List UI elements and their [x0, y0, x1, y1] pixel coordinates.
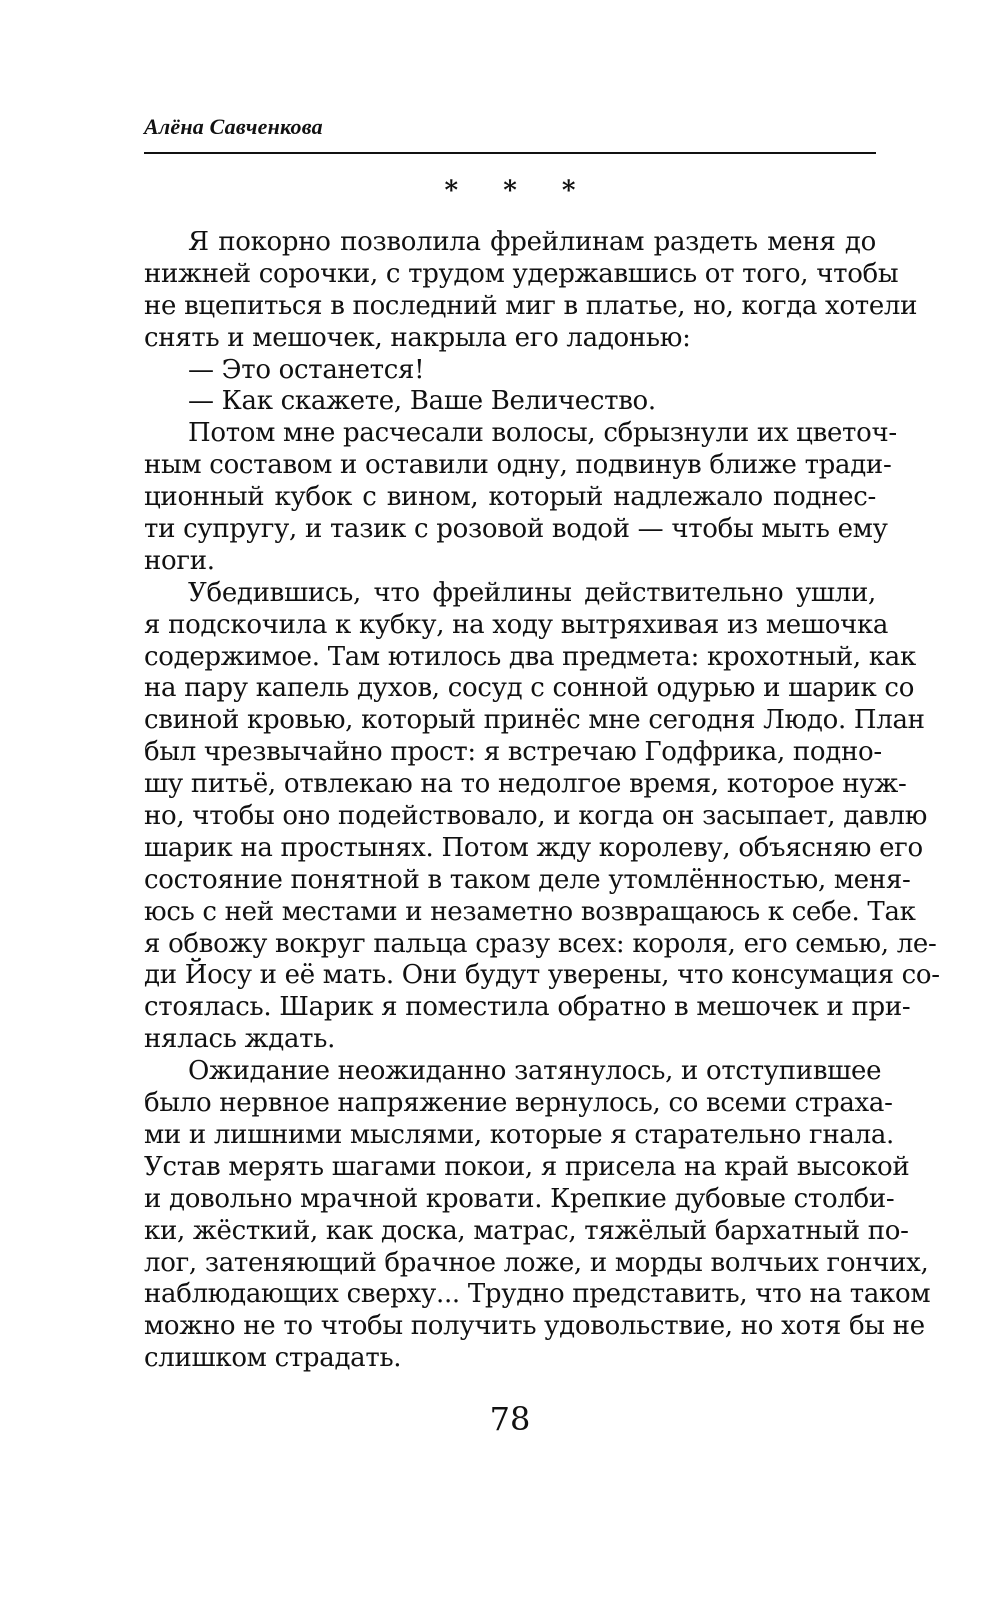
- text-line: можно не то чтобы получить удовольствие, но хотя бы не: [144, 1311, 925, 1342]
- text-line: был чрезвычайно прост: я встречаю Годфрика, подно-: [144, 737, 882, 768]
- text-line: — Это останется!: [188, 354, 425, 385]
- text-line: содержимое. Там ютилось два предмета: крохотный, как: [144, 641, 916, 672]
- text-line: ноги.: [144, 545, 215, 576]
- text-line: лог, затеняющий брачное ложе, и морды волчьих гончих,: [144, 1247, 929, 1278]
- text-line: Ожидание неожиданно затянулось, и отступившее: [188, 1056, 882, 1087]
- text-line: ти супругу, и тазик с розовой водой — чтобы мыть ему: [144, 514, 888, 545]
- text-line: ным составом и оставили одну, подвинув ближе тради-: [144, 450, 892, 481]
- text-line: стоялась. Шарик я поместила обратно в мешочек и при-: [144, 992, 911, 1023]
- text-line: юсь с ней местами и незаметно возвращаюсь к себе. Так: [144, 896, 916, 927]
- header-rule: [144, 152, 876, 154]
- page-number: 78: [489, 1400, 531, 1438]
- text-line: свиной кровью, который принёс мне сегодня Людо. План: [144, 705, 925, 736]
- text-line: ки, жёсткий, как доска, матрас, тяжёлый бархатный по-: [144, 1215, 909, 1246]
- body-text: [144, 227, 940, 1375]
- text-line: шарик на простынях. Потом жду королеву, объясняю его: [144, 832, 923, 863]
- text-line: состояние понятной в таком деле утомлённостью, меня-: [144, 864, 911, 895]
- text-line: на пару капель духов, сосуд с сонной одурью и шарик со: [144, 673, 915, 704]
- text-line: не вцепиться в последний миг в платье, но, когда хотели: [144, 290, 918, 321]
- text-line: я подскочила к кубку, на ходу вытряхивая из мешочка: [144, 609, 889, 640]
- text-line: наблюдающих сверху... Трудно представить, что на таком: [144, 1279, 931, 1310]
- text-line: Потом мне расчесали волосы, сбрызнули их цветоч-: [188, 418, 897, 449]
- text-line: и довольно мрачной кровати. Крепкие дубовые столби-: [144, 1183, 895, 1214]
- text-line: снять и мешочек, накрыла его ладонью:: [144, 322, 691, 353]
- text-line: нялась ждать.: [144, 1024, 336, 1055]
- text-line: слишком страдать.: [144, 1343, 402, 1374]
- text-line: Убедившись, что фрейлины действительно ушли,: [188, 577, 876, 608]
- text-line: было нервное напряжение вернулось, со всеми страха-: [144, 1088, 893, 1119]
- text-line: ди Йосу и её мать. Они будут уверены, что консумация со-: [144, 960, 940, 991]
- section-separator: * * *: [444, 176, 594, 206]
- text-line: нижней сорочки, с трудом удержавшись от того, чтобы: [144, 258, 899, 289]
- text-line: Я покорно позволила фрейлинам раздеть меня до: [188, 227, 876, 257]
- text-line: ционный кубок с вином, который надлежало поднес-: [144, 482, 876, 513]
- text-line: шу питьё, отвлекаю на то недолгое время, которое нуж-: [144, 769, 907, 800]
- running-head-author: Алёна Савченкова: [144, 114, 323, 139]
- text-line: ми и лишними мыслями, которые я старательно гнала.: [144, 1119, 894, 1150]
- text-line: Устав мерять шагами покои, я присела на край высокой: [144, 1151, 910, 1182]
- text-line: — Как скажете, Ваше Величество.: [188, 386, 656, 417]
- text-line: но, чтобы оно подействовало, и когда он засыпает, давлю: [144, 801, 928, 832]
- text-line: я обвожу вокруг пальца сразу всех: короля, его семью, ле-: [144, 928, 937, 959]
